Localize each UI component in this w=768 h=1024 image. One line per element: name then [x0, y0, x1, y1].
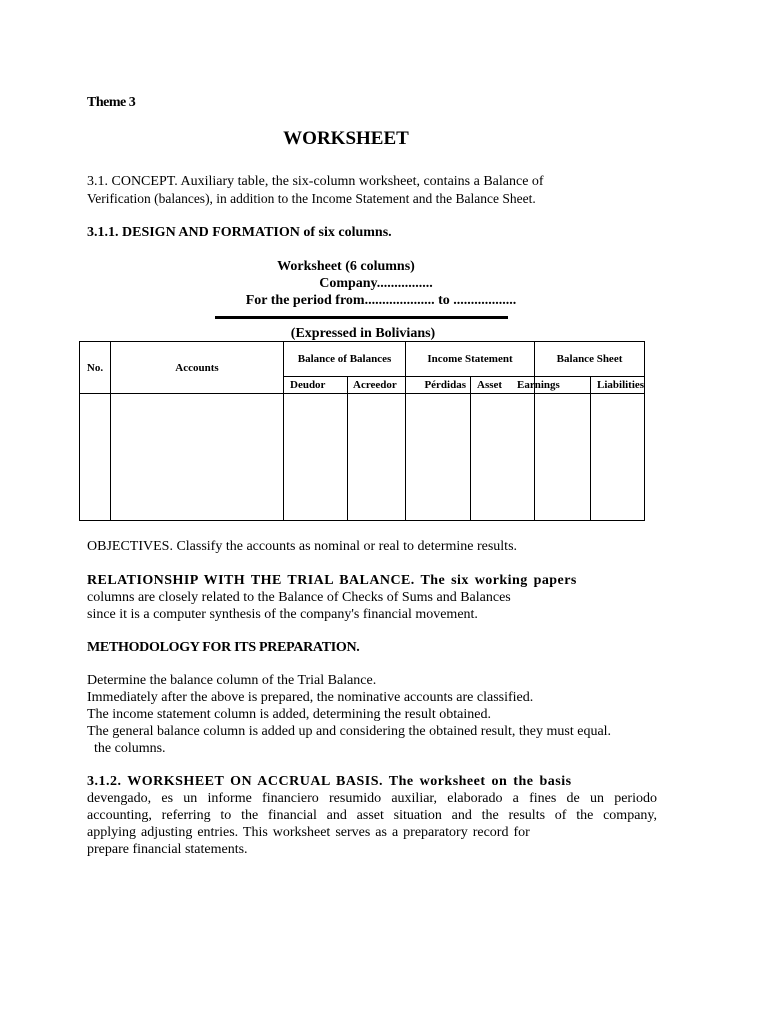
theme-label: Theme 3 [87, 95, 136, 110]
methodology-step-2: Immediately after the above is prepared, the nominative accounts are classified. [87, 690, 534, 705]
group-balance-of-balances: Balance of Balances [284, 342, 406, 377]
col-earnings-label: Earnings [517, 379, 560, 391]
accrual-line-3: accounting, referring to the financial and asset situation and the results of the company, [87, 808, 657, 823]
page-title: WORKSHEET [283, 128, 409, 149]
header-accounts: Accounts [111, 342, 284, 394]
col-acreedor: Acreedor [348, 377, 406, 394]
methodology-heading: METHODOLOGY FOR ITS PREPARATION. [87, 640, 360, 655]
col-deudor: Deudor [284, 377, 348, 394]
accrual-heading: 3.1.2. WORKSHEET ON ACCRUAL BASIS. The worksheet on the basis [87, 774, 572, 789]
col-perdidas: Pérdidas [406, 377, 471, 394]
concept-line-2: Verification (balances), in addition to the Income Statement and the Balance Sheet. [87, 191, 536, 206]
header-rule [215, 316, 508, 319]
col-liabilities: Liabilities [591, 377, 645, 394]
body-cell-deudor [284, 394, 348, 521]
body-cell-acreedor [348, 394, 406, 521]
accrual-line-5: prepare financial statements. [87, 842, 248, 857]
worksheet-table [79, 341, 645, 521]
design-heading-number: 3.1.1. DESIGN AND FORMATION [87, 225, 300, 240]
header-no: No. [80, 342, 111, 394]
body-cell-no [80, 394, 111, 521]
concept-line-1: 3.1. CONCEPT. Auxiliary table, the six-column worksheet, contains a Balance of [87, 174, 544, 189]
body-cell-liabilities [591, 394, 645, 521]
design-heading-tail: of six columns. [299, 225, 392, 240]
group-income-statement: Income Statement [406, 342, 535, 377]
col-asset: Asset [471, 377, 535, 394]
methodology-step-3: The income statement column is added, determining the result obtained. [87, 707, 491, 722]
methodology-step-4-cont: the columns. [94, 741, 166, 756]
body-cell-earnings [535, 394, 591, 521]
worksheet-title: Worksheet (6 columns) [277, 259, 415, 274]
body-cell-perdidas [406, 394, 471, 521]
body-cell-asset [471, 394, 535, 521]
worksheet-expressed: (Expressed in Bolivians) [290, 326, 436, 341]
relationship-line-2: columns are closely related to the Balance of Checks of Sums and Balances [87, 590, 511, 605]
worksheet-company: Company................ [319, 276, 433, 291]
design-heading [87, 224, 392, 241]
col-earnings [517, 377, 591, 394]
relationship-line-3: since it is a computer synthesis of the company's financial movement. [87, 607, 478, 622]
body-cell-accounts [111, 394, 284, 521]
worksheet-period: For the period from.................... to .................. [245, 293, 517, 308]
methodology-step-4: The general balance column is added up and considering the obtained result, they must equal. [87, 724, 612, 739]
objectives-text: OBJECTIVES. Classify the accounts as nominal or real to determine results. [87, 539, 518, 554]
group-balance-sheet: Balance Sheet [535, 342, 645, 377]
relationship-heading: RELATIONSHIP WITH THE TRIAL BALANCE. The six working papers [87, 573, 577, 588]
accrual-line-2: devengado, es un informe financiero resumido auxiliar, elaborado a fines de un periodo [87, 791, 657, 806]
accrual-line-4: applying adjusting entries. This worksheet serves as a preparatory record for [87, 825, 530, 840]
methodology-step-1: Determine the balance column of the Trial Balance. [87, 673, 377, 688]
